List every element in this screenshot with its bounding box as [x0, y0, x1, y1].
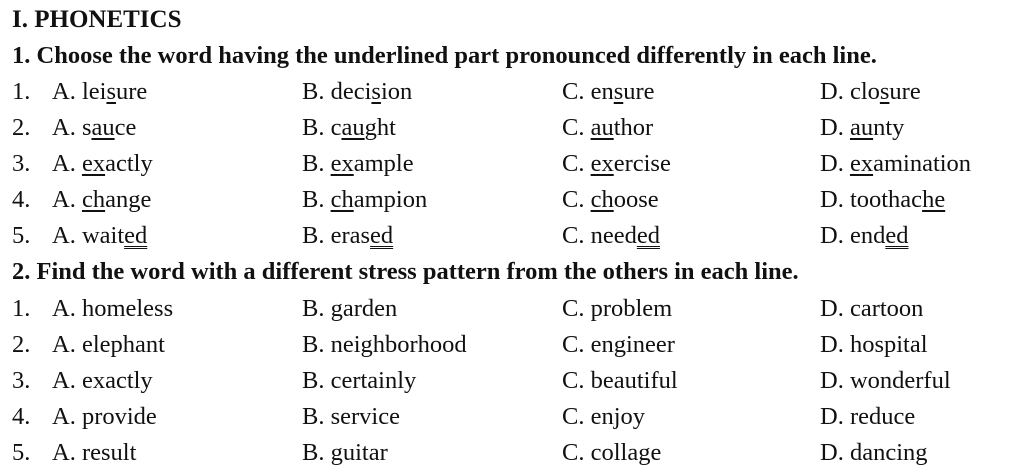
- underlined-part: au: [341, 114, 365, 141]
- option-text: C. en: [562, 78, 614, 105]
- part1-instruction: 1. Choose the word having the underlined part pronounced differently in each line.: [12, 42, 877, 69]
- option-text: ample: [353, 150, 414, 177]
- option-text: B. c: [302, 114, 342, 141]
- option-c: [562, 182, 659, 218]
- option-text: B. deci: [302, 78, 372, 105]
- option-b: B. guitar: [302, 439, 388, 466]
- option-d: D. reduce: [820, 403, 916, 430]
- option-a: [52, 146, 153, 182]
- underlined-part: ch: [330, 186, 354, 213]
- option-a: A. result: [52, 439, 137, 466]
- question-number: 5.: [12, 439, 31, 466]
- underlined-part: ex: [81, 150, 106, 177]
- part2-instruction: 2. Find the word with a different stress pattern from the others in each line.: [12, 258, 799, 285]
- option-a: A. provide: [52, 403, 157, 430]
- option-text: C.: [562, 150, 591, 177]
- question-number: 2.: [12, 331, 31, 358]
- underlined-part: ch: [590, 186, 614, 213]
- option-text: A. wait: [52, 222, 125, 249]
- option-d: D. cartoon: [820, 295, 924, 322]
- option-text: ercise: [613, 150, 671, 177]
- underlined-part: ed: [124, 222, 148, 249]
- question-number: 4.: [12, 403, 31, 430]
- underlined-part: ch: [81, 186, 106, 213]
- option-a: [52, 218, 147, 254]
- option-b: B. garden: [302, 295, 398, 322]
- option-text: A. lei: [52, 78, 107, 105]
- underlined-part: ed: [370, 222, 394, 249]
- underlined-part: he: [922, 186, 946, 213]
- option-d: [820, 110, 904, 146]
- option-c: [562, 146, 671, 182]
- underlined-part: s: [879, 78, 890, 105]
- option-c: C. enjoy: [562, 403, 646, 430]
- underlined-part: au: [849, 114, 874, 141]
- option-text: C. need: [562, 222, 637, 249]
- option-text: D. clo: [820, 78, 880, 105]
- underlined-part: au: [91, 114, 115, 141]
- option-text: nty: [873, 114, 905, 141]
- option-b: B. service: [302, 403, 400, 430]
- option-d: [820, 146, 971, 182]
- option-text: ght: [364, 114, 396, 141]
- option-text: ce: [114, 114, 137, 141]
- option-text: D. toothac: [820, 186, 923, 213]
- option-b: B. neighborhood: [302, 331, 467, 358]
- option-text: thor: [613, 114, 654, 141]
- underlined-part: ed: [636, 222, 660, 249]
- option-c: C. engineer: [562, 331, 675, 358]
- option-d: D. wonderful: [820, 367, 951, 394]
- option-text: actly: [105, 150, 153, 177]
- option-b: [302, 110, 396, 146]
- option-text: B.: [302, 150, 331, 177]
- option-text: ure: [115, 78, 148, 105]
- option-a: A. exactly: [52, 367, 153, 394]
- option-a: A. elephant: [52, 331, 165, 358]
- underlined-part: s: [106, 78, 116, 105]
- option-a: A. homeless: [52, 295, 174, 322]
- underlined-part: ed: [885, 222, 909, 249]
- underlined-part: au: [590, 114, 614, 141]
- option-text: B.: [302, 186, 331, 213]
- question-number: 3.: [12, 367, 31, 394]
- option-c: C. problem: [562, 295, 673, 322]
- option-d: D. dancing: [820, 439, 928, 466]
- option-text: A.: [52, 186, 82, 213]
- option-d: [820, 74, 921, 110]
- option-a: [52, 182, 151, 218]
- question-number: 1.: [12, 295, 31, 322]
- option-text: ange: [105, 186, 152, 213]
- question-number: 5.: [12, 222, 31, 249]
- option-b: [302, 182, 427, 218]
- option-text: C.: [562, 114, 591, 141]
- underlined-part: ex: [330, 150, 354, 177]
- option-a: [52, 74, 147, 110]
- option-d: [820, 218, 908, 254]
- option-c: [562, 218, 660, 254]
- question-number: 4.: [12, 186, 31, 213]
- option-text: ion: [380, 78, 413, 105]
- option-c: [562, 74, 655, 110]
- option-c: [562, 110, 653, 146]
- option-text: oose: [613, 186, 659, 213]
- option-d: [820, 182, 945, 218]
- option-text: D. end: [820, 222, 886, 249]
- option-text: A.: [52, 150, 82, 177]
- option-c: C. collage: [562, 439, 662, 466]
- option-text: A. s: [52, 114, 92, 141]
- option-b: B. certainly: [302, 367, 417, 394]
- section-heading: I. PHONETICS: [12, 6, 182, 33]
- underlined-part: ex: [849, 150, 874, 177]
- option-d: D. hospital: [820, 331, 928, 358]
- question-number: 1.: [12, 78, 31, 105]
- question-number: 2.: [12, 114, 31, 141]
- option-text: amination: [873, 150, 972, 177]
- option-b: [302, 74, 412, 110]
- option-text: ampion: [353, 186, 428, 213]
- option-a: [52, 110, 136, 146]
- question-number: 3.: [12, 150, 31, 177]
- underlined-part: s: [371, 78, 381, 105]
- option-text: D.: [820, 150, 850, 177]
- option-text: B. eras: [302, 222, 371, 249]
- option-c: C. beautiful: [562, 367, 678, 394]
- option-text: D.: [820, 114, 850, 141]
- option-b: [302, 146, 414, 182]
- option-text: ure: [889, 78, 921, 105]
- underlined-part: s: [613, 78, 624, 105]
- option-text: C.: [562, 186, 591, 213]
- option-text: ure: [623, 78, 655, 105]
- underlined-part: ex: [590, 150, 614, 177]
- option-b: [302, 218, 393, 254]
